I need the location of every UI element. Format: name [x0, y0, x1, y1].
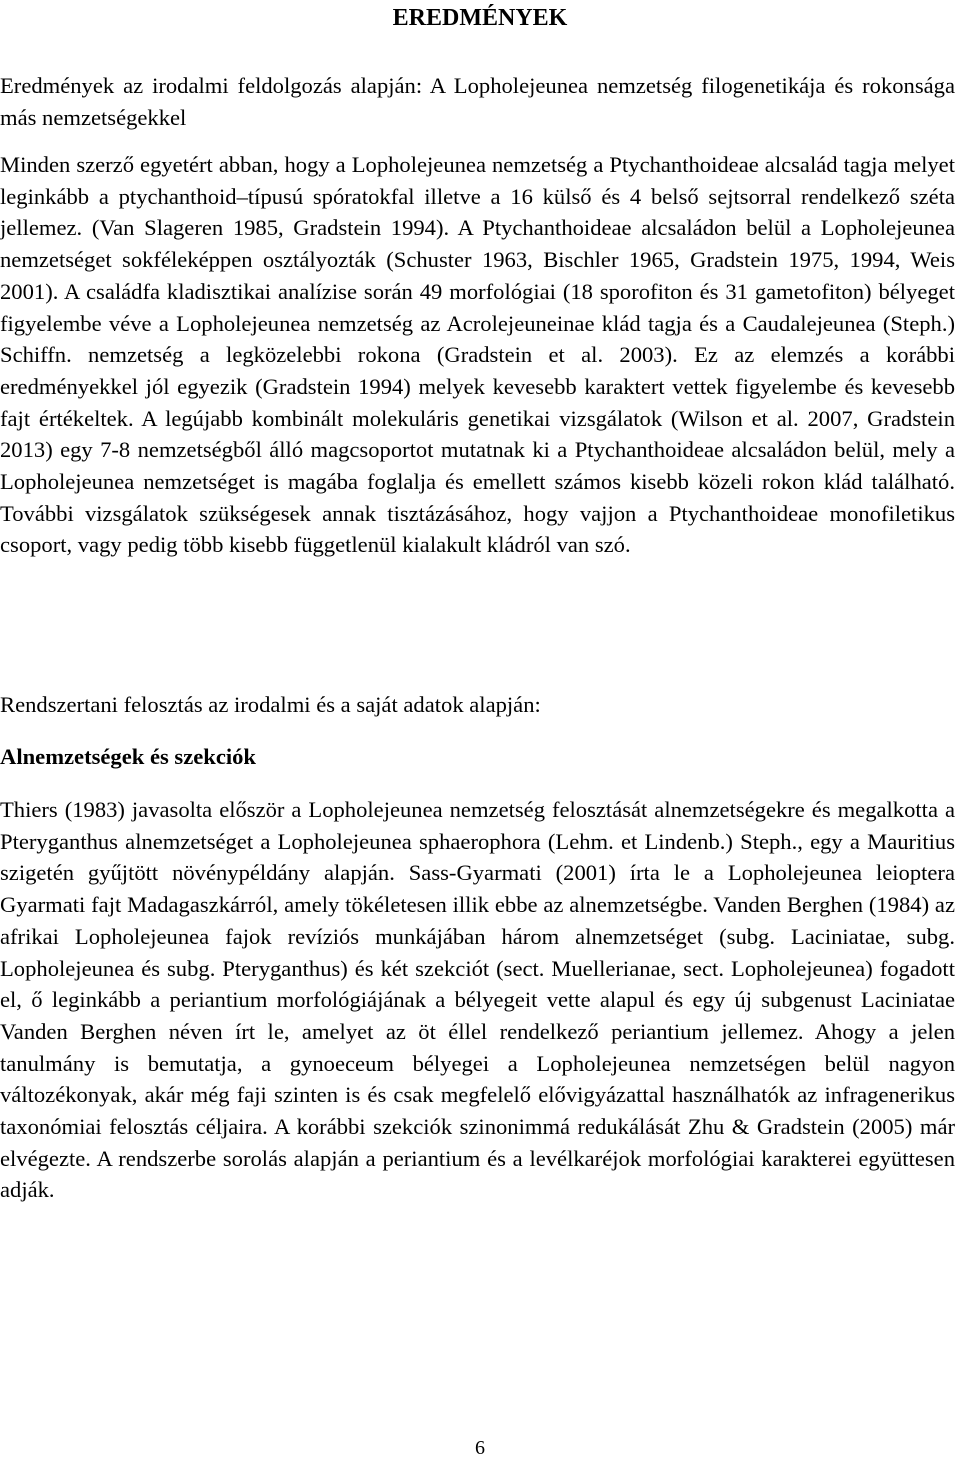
subsection-heading-subgenera: Alnemzetségek és szekciók — [0, 744, 256, 769]
section-heading-classification: Rendszertani felosztás az irodalmi és a saját adatok alapján: — [0, 692, 541, 717]
paragraph-subgenera: Thiers (1983) javasolta először a Lopholejeunea nemzetség felosztását alnemzetségekre és megalkotta a Pteryganthus alnemzetséget a Lopholejeunea sphaerophora (Lehm. et Lindenb.) Steph., egy a Mauritius szigetén gyűjtött növénypéldány alapján. Sass-Gyarmati (2001) írta le a Lopholejeunea leioptera Gyarmati fajt Madagaszkárról, amely tökéletesen illik ebbe az alnemzetségbe. Vanden Berghen (1984) az afrikai Lopholejeunea fajok revíziós munkájában három alnemzetséget (subg. Laciniatae, subg. Lopholejeunea és subg. Pteryganthus) és két szekciót (sect. Muellerianae, sect. Lopholejeunea) fogadott el, ő leginkább a periantium morfológiájának a bélyegeit vette alapul és egy új subgenust Laciniatae Vanden Berghen néven írt le, amelyet az öt éllel rendelkező periantium jellemez. Ahogy a jelen tanulmány is bemutatja, a gynoeceum bélyegei a Lopholejeunea nemzetségen belül nagyon változékonyak, akár még faji szinten is és csak megfelelő elővigyázattal használhatók az infragenerikus taxonómiai felosztás céljaira. A korábbi szekciók szinonimmá redukálását Zhu & Gradstein (2005) már elvégezte. A rendszerbe sorolás alapján a periantium és a levélkaréjok morfológiai karakterei együttesen adják. — [0, 797, 955, 1203]
page-title: EREDMÉNYEK — [392, 5, 568, 31]
paragraph-phylogeny: Minden szerző egyetért abban, hogy a Lopholejeunea nemzetség a Ptychanthoideae alcsalád tagja melyet leginkább a ptychanthoid–típusú spóratokfal illetve a 16 külső és 4 belső sejtsorral rendelkező széta jellemez. (Van Slageren 1985, Gradstein 1994). A Ptychanthoideae alcsaládon belül a Lopholejeunea nemzetséget sokféleképpen osztályozták (Schuster 1963, Bischler 1965, Gradstein 1975, 1994, Weis 2001). A családfa kladisztikai analízise során 49 morfológiai (18 sporofiton és 31 gametofiton) bélyeget figyelembe véve a Lopholejeunea nemzetség az Acrolejeuneinae klád tagja és a Caudalejeunea (Steph.) Schiffn. nemzetség a legközelebbi rokona (Gradstein et al. 2003). Ez az elemzés a korábbi eredményekkel jól egyezik (Gradstein 1994) melyek kevesebb karaktert vettek figyelembe és kevesebb fajt értékeltek. A legújabb kombinált molekuláris genetikai vizsgálatok (Wilson et al. 2007, Gradstein 2013) egy 7-8 nemzetségből álló magcsoportot mutatnak ki a Ptychanthoideae alcsaládon belül, mely a Lopholejeunea nemzetséget is magába foglalja és emellett számos kisebb közeli rokon klád található. További vizsgálatok szükségesek annak tisztázásához, hogy vajjon a Ptychanthoideae monofiletikus csoport, vagy pedig több kisebb függetlenül kialakult kládról van szó. — [0, 152, 955, 558]
page-number: 6 — [475, 1437, 485, 1459]
section-heading-literature: Eredmények az irodalmi feldolgozás alapján: A Lopholejeunea nemzetség filogenetikája és rokonsága más nemzetségekkel — [0, 73, 955, 130]
